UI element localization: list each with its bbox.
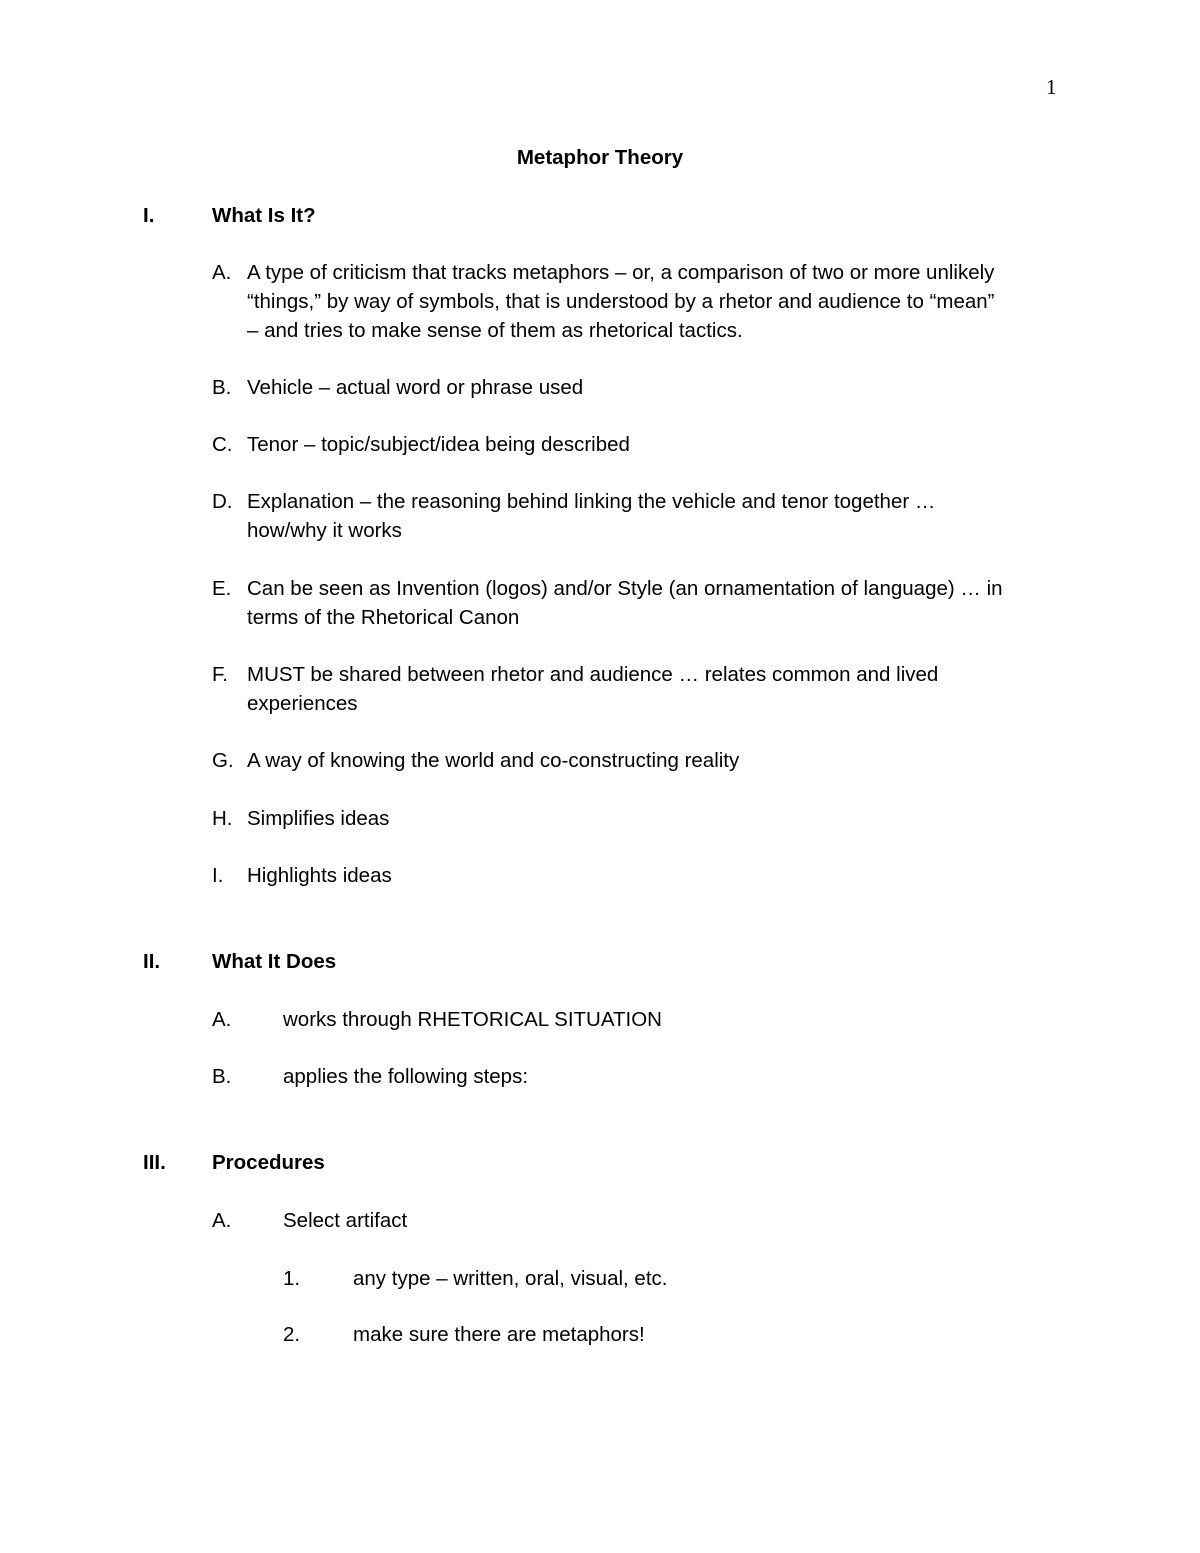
section-2-heading: What It Does <box>212 950 337 973</box>
list-item-text: Select artifact <box>283 1209 408 1232</box>
list-item-text <box>247 574 1047 632</box>
list-item-text <box>247 258 1047 345</box>
list-item-text: applies the following steps: <box>283 1065 529 1088</box>
list-letter: D. <box>212 490 233 513</box>
text-line: “things,” by way of symbols, that is understood by a rhetor and audience to “mean” <box>247 290 995 313</box>
text-line: Highlights ideas <box>247 864 392 887</box>
text-line: – and tries to make sense of them as rhetorical tactics. <box>247 319 743 342</box>
list-item-text <box>247 430 1047 459</box>
text-line: A type of criticism that tracks metaphors – or, a comparison of two or more unlikely <box>247 261 995 284</box>
section-1-number: I. <box>143 204 155 227</box>
list-letter: I. <box>212 864 224 887</box>
section-3-heading: Procedures <box>212 1151 325 1174</box>
section-1-heading: What Is It? <box>212 204 316 227</box>
text-line: terms of the Rhetorical Canon <box>247 606 520 629</box>
text-line: experiences <box>247 692 358 715</box>
page-number: 1 <box>1046 75 1057 99</box>
list-item-text: works through RHETORICAL SITUATION <box>283 1008 662 1031</box>
section-2-number: II. <box>143 950 161 973</box>
list-item-text <box>247 804 1047 833</box>
list-letter: C. <box>212 433 233 456</box>
text-line: MUST be shared between rhetor and audience … relates common and lived <box>247 663 939 686</box>
list-letter: G. <box>212 749 234 772</box>
text-line: A way of knowing the world and co-constructing reality <box>247 749 740 772</box>
text-line: Explanation – the reasoning behind linking the vehicle and tenor together … <box>247 490 936 513</box>
list-item-text <box>247 660 1047 718</box>
list-item-text <box>247 487 1047 545</box>
list-letter: B. <box>212 376 232 399</box>
text-line: Tenor – topic/subject/idea being described <box>247 433 630 456</box>
step-number: 1. <box>283 1267 301 1290</box>
list-letter: A. <box>212 1209 232 1232</box>
list-letter: A. <box>212 261 232 284</box>
section-3-number: III. <box>143 1151 166 1174</box>
list-letter: E. <box>212 577 232 600</box>
text-line: Vehicle – actual word or phrase used <box>247 376 584 399</box>
list-item-text <box>247 861 1047 890</box>
text-line: Simplifies ideas <box>247 807 390 830</box>
list-item-text <box>247 746 1047 775</box>
list-letter: A. <box>212 1008 232 1031</box>
text-line: how/why it works <box>247 519 402 542</box>
document-title: Metaphor Theory <box>516 146 684 169</box>
list-letter: H. <box>212 807 233 830</box>
step-text: make sure there are metaphors! <box>353 1323 645 1346</box>
list-letter: F. <box>212 663 228 686</box>
text-line: Can be seen as Invention (logos) and/or Style (an ornamentation of language) … in <box>247 577 1003 600</box>
step-number: 2. <box>283 1323 301 1346</box>
step-text: any type – written, oral, visual, etc. <box>353 1267 668 1290</box>
list-item-text <box>247 373 1047 402</box>
list-letter: B. <box>212 1065 232 1088</box>
